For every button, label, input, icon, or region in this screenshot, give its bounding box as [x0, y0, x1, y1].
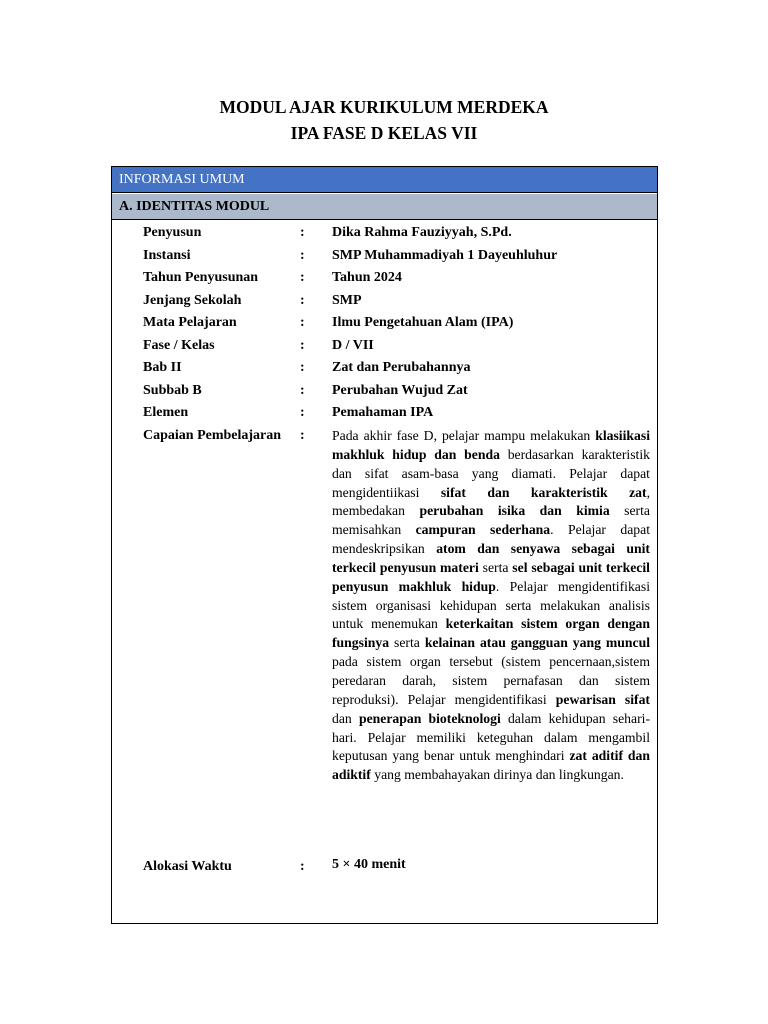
alokasi-colon: :: [300, 859, 305, 874]
row-value: Tahun 2024: [332, 270, 402, 285]
row-colon: :: [300, 315, 305, 330]
row-colon: :: [300, 360, 305, 375]
capaian-bold-segment: perubahan isika dan kimia: [419, 503, 610, 519]
document-subtitle: IPA FASE D KELAS VII: [290, 123, 478, 143]
capaian-colon: :: [300, 428, 305, 443]
capaian-bold-segment: kelainan atau gangguan yang muncul: [424, 635, 650, 651]
capaian-text-segment: Pada akhir fase D, pelajar mampu melakukan: [332, 428, 596, 443]
capaian-bold-segment: atom dan senyawa sebagai unit terkecil penyusun materi: [332, 541, 650, 575]
capaian-bold-segment: sel sebagai unit terkecil penyusun makhluk hidup: [332, 559, 650, 594]
capaian-text-segment: serta memisahkan: [332, 503, 650, 538]
row-value: Pemahaman IPA: [332, 405, 434, 420]
row-label: Mata Pelajaran: [143, 315, 237, 330]
row-label: Tahun Penyusunan: [143, 270, 259, 285]
alokasi-value: 5 × 40 menit: [332, 857, 406, 872]
row-colon: :: [300, 270, 305, 285]
row-label: Bab II: [143, 360, 182, 375]
capaian-text-segment: dan: [332, 710, 359, 726]
capaian-text-segment: yang membahayakan dirinya dan lingkungan.: [370, 767, 624, 783]
row-colon: :: [300, 293, 305, 308]
document-title: MODUL AJAR KURIKULUM MERDEKA: [219, 97, 549, 117]
capaian-bold-segment: keterkaitan sistem organ dengan fungsinya: [332, 616, 650, 651]
row-value: D / VII: [332, 338, 374, 353]
row-colon: :: [300, 405, 305, 420]
row-value: SMP Muhammadiyah 1 Dayeuhluhur: [332, 248, 558, 263]
row-value: Ilmu Pengetahuan Alam (IPA): [332, 315, 514, 330]
row-colon: :: [300, 383, 305, 398]
capaian-label: Capaian Pembelajaran: [143, 428, 282, 443]
capaian-bold-segment: zat aditif dan adiktif: [332, 748, 650, 783]
capaian-text-segment: berdasarkan karakteristik dan sifat asam-basa yang diamati. Pelajar dapat mengidentiikasi: [332, 446, 651, 500]
section-header: INFORMASI UMUM: [112, 167, 657, 193]
capaian-bold-segment: pewarisan sifat: [555, 691, 650, 707]
identity-table: [111, 166, 658, 924]
capaian-text-segment: , membedakan: [332, 484, 650, 519]
row-value: Zat dan Perubahannya: [332, 360, 471, 375]
capaian-bold-segment: klasiikasi makhluk hidup dan benda: [332, 428, 650, 462]
capaian-bold-segment: penerapan bioteknologi: [358, 710, 501, 726]
row-colon: :: [300, 338, 305, 353]
capaian-bold-segment: campuran sederhana: [415, 522, 551, 538]
row-label: Jenjang Sekolah: [143, 293, 242, 308]
capaian-text-segment: . Pelajar mengidentifikasi sistem organisasi kehidupan serta melakukan analisis untuk menemukan: [332, 578, 650, 632]
capaian-text-segment: dalam kehidupan sehari-hari. Pelajar memiliki keteguhan dalam mengambil keputusan yang benar untuk menghindari: [332, 710, 651, 764]
capaian-text-segment: serta: [389, 635, 425, 651]
row-value: Dika Rahma Fauziyyah, S.Pd.: [332, 225, 512, 240]
row-label: Subbab B: [143, 383, 202, 398]
row-value: SMP: [332, 293, 362, 308]
row-colon: :: [300, 225, 305, 240]
row-label: Penyusun: [143, 225, 202, 240]
alokasi-label: Alokasi Waktu: [143, 859, 232, 874]
row-label: Elemen: [143, 405, 189, 420]
row-label: Instansi: [143, 248, 191, 263]
section-subheader: A. IDENTITAS MODUL: [112, 194, 657, 220]
capaian-text-segment: . Pelajar dapat mendeskripsikan: [332, 522, 650, 557]
row-colon: :: [300, 248, 305, 263]
row-value: Perubahan Wujud Zat: [332, 383, 468, 398]
capaian-bold-segment: sifat dan karakteristik zat: [440, 484, 647, 500]
row-label: Fase / Kelas: [143, 338, 215, 353]
capaian-text-segment: serta: [478, 559, 513, 575]
capaian-text-segment: pada sistem organ tersebut (sistem pencernaan,sistem peredaran darah, sistem pernafasan dan sistem reproduksi). Pelajar mengidentifikasi: [332, 654, 650, 707]
capaian-paragraph: [332, 427, 650, 785]
